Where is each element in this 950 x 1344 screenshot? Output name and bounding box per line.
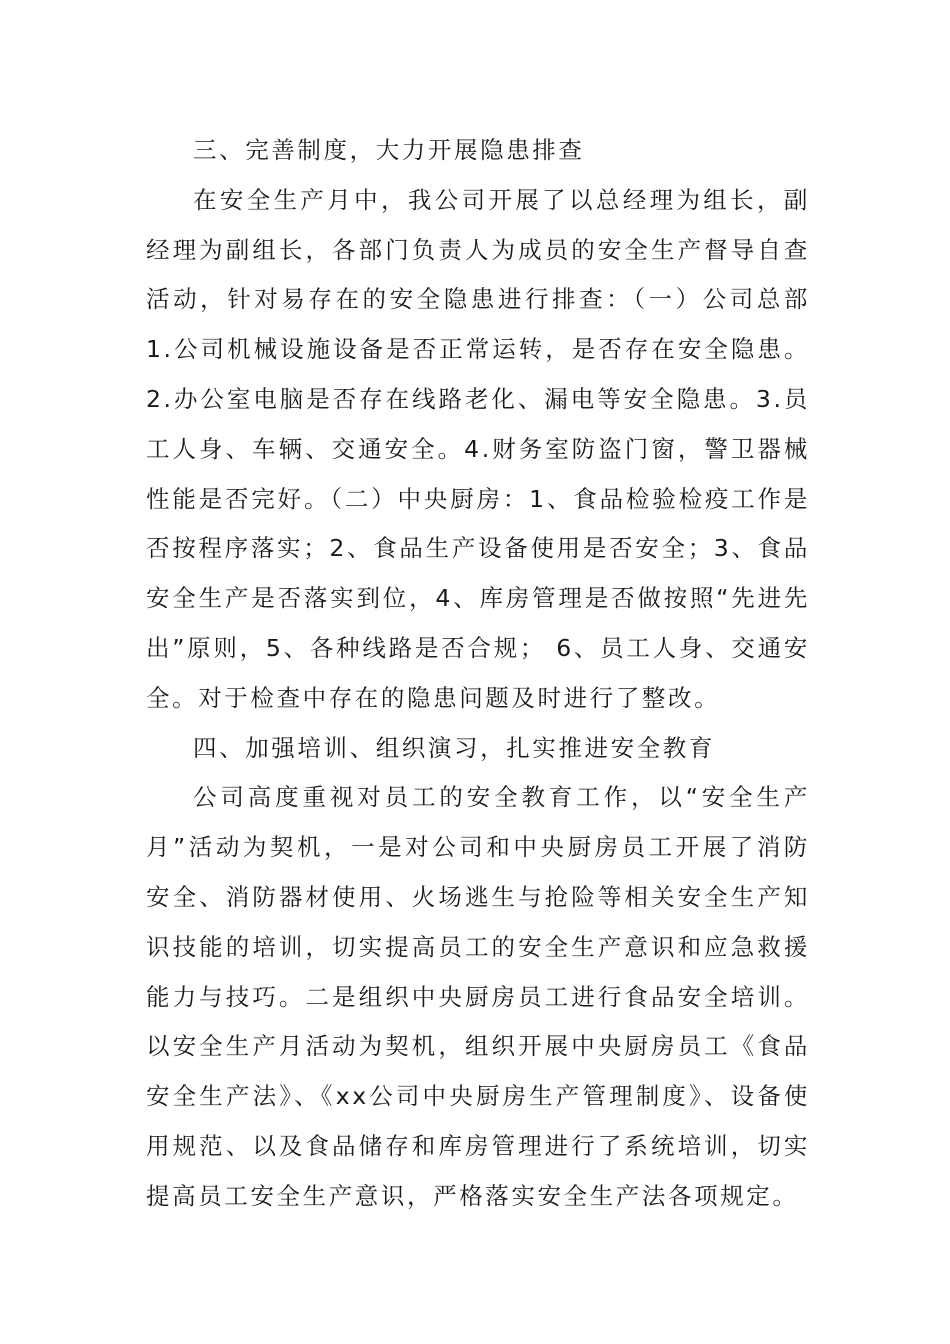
document-body bbox=[146, 126, 810, 1222]
section-heading-4: 四、加强培训、组织演习，扎实推进安全教育 bbox=[193, 733, 715, 762]
section-paragraph-4: 公司高度重视对员工的安全教育工作，以“安全生产月”活动为契机，一是对公司和中央厨房员工开展了消防安全、消防器材使用、火场逃生与抢险等相关安全生产知识技能的培训，切实提高员工的安全生产意识和应急救援能力与技巧。二是组织中央厨房员工进行食品安全培训。以安全生产月活动为契机，组织开展中央厨房员工《食品安全生产法》、《xx公司中央厨房生产管理制度》、设备使用规范、以及食品储存和库房管理进行了系统培训，切实提高员工安全生产意识，严格落实安全生产法各项规定。 bbox=[146, 783, 810, 1210]
section-heading-3: 三、完善制度，大力开展隐患排查 bbox=[193, 136, 585, 164]
section-paragraph-3: 在安全生产月中，我公司开展了以总经理为组长，副经理为副组长，各部门负责人为成员的安全生产督导自查活动，针对易存在的安全隐患进行排查：（一）公司总部1.公司机械设施设备是否正常运转，是否存在安全隐患。2.办公室电脑是否存在线路老化、漏电等安全隐患。3.员工人身、车辆、交通安全。4.财务室防盗门窗，警卫器械性能是否完好。（二）中央厨房：1、食品检验检疫工作是否按程序落实；2、食品生产设备使用是否安全；3、食品安全生产是否落实到位，4、库房管理是否做按照“先进先出”原则，5、各种线路是否合规； 6、员工人身、交通安全。对于检查中存在的隐患问题及时进行了整改。 bbox=[146, 185, 810, 712]
